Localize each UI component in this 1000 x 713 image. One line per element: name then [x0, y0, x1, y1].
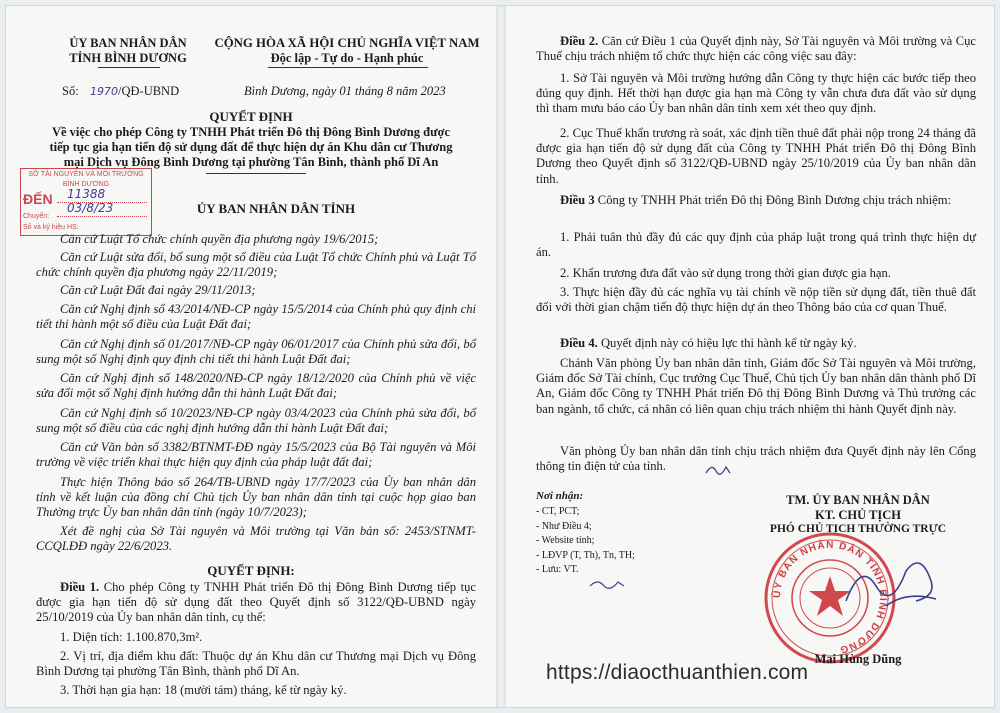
watermark-url: https://diaocthuanthien.com: [546, 661, 809, 684]
article-4-text: Quyết định này có hiệu lực thi hành kể từ ngày ký.: [600, 336, 857, 350]
article-1-item-2: 2. Vị trí, địa điểm khu đất: Thuộc dự án Khu dân cư Thương mại Dịch vụ Đông Bình Dương tại phường Tân Bình, thành phố Dĩ An.: [36, 649, 476, 679]
article-3-item-2: 2. Khẩn trương đưa đất vào sử dụng trong thời gian được gia hạn.: [560, 266, 891, 280]
issuer: ỦY BAN NHÂN DÂN TỈNH: [196, 201, 356, 216]
article-1: [36, 580, 476, 626]
signature-role: KT. CHỦ TỊCH: [814, 508, 901, 522]
recipient-item: - Như Điều 4;: [536, 520, 592, 532]
article-3: [536, 193, 976, 208]
stamp-chuyen-label: Chuyển:: [23, 213, 50, 220]
preamble-2: Căn cứ Luật sửa đổi, bổ sung một số điều của Luật Tổ chức Chính phủ và Luật Tổ chức chính quyền địa phương ngày 22/11/2019;: [36, 250, 476, 280]
stamp-luu-label: Số và ký hiệu HS:: [23, 224, 79, 231]
agency-province: TỈNH BÌNH DƯƠNG: [69, 51, 187, 65]
handwritten-signature: [836, 541, 946, 621]
preamble-8: Căn cứ Văn bản số 3382/BTNMT-ĐĐ ngày 15/5/2023 của Bộ Tài nguyên và Môi trường về việc triển khai thực hiện quy định của pháp luật đất đai;: [36, 440, 476, 470]
doc-subject-3: mại Dịch vụ Đông Bình Dương tại phường Tân Bình, thành phố Dĩ An: [63, 155, 439, 169]
preamble-3: Căn cứ Luật Đất đai ngày 29/11/2013;: [60, 283, 256, 297]
incoming-stamp: [20, 168, 152, 236]
preamble-6: Căn cứ Nghị định số 148/2020/NĐ-CP ngày 18/12/2020 của Chính phủ về việc sửa đổi một số Nghị định hướng dẫn thi hành Luật Đất đai;: [36, 371, 476, 401]
page-1: [6, 6, 496, 707]
stamp-rule-2: [57, 216, 147, 217]
article-2-item-2: 2. Cục Thuế khẩn trương rà soát, xác định tiền thuê đất phải nộp trong 24 tháng đã được gia hạn tiến độ sử dụng đất của Công ty TNHH Phát triển Đô thị Đông Bình Dương theo Quyết định số 3122/QĐ-UBND ngày 25/10/2019 của Ủy ban nhân dân tỉnh.: [536, 126, 976, 186]
doc-date: Bình Dương, ngày 01 tháng 8 năm 2023: [244, 84, 446, 98]
preamble-7: Căn cứ Nghị định số 10/2023/NĐ-CP ngày 03/4/2023 của Chính phủ sửa đổi, bổ sung một số điều của các nghị định hướng dẫn thi hành Luật Đất đai;: [36, 406, 476, 436]
page-2: [506, 6, 994, 707]
doc-number: Số: 1970/QĐ-UBND: [62, 84, 180, 98]
doc-subject-1: Về việc cho phép Công ty TNHH Phát triển Đô thị Đông Bình Dương được: [51, 125, 451, 139]
article-2-text: Căn cứ Điều 1 của Quyết định này, Sở Tài nguyên và Môi trường và Cục Thuế chịu trách nhiệm tổ chức thực hiện các công việc sau đây:: [536, 34, 977, 64]
recipient-item: - LĐVP (T, Th), Tn, TH;: [536, 549, 635, 561]
recipients-label: Nơi nhận:: [536, 490, 584, 502]
preamble-1: Căn cứ Luật Tổ chức chính quyền địa phương ngày 19/6/2015;: [60, 232, 379, 246]
recipient-item: - Website tỉnh;: [536, 535, 595, 546]
archive-scribble: [588, 576, 628, 592]
article-4: [536, 336, 976, 351]
national-motto: Độc lập - Tự do - Hạnh phúc: [270, 51, 424, 65]
article-3-item-1: 1. Phải tuân thủ đầy đủ các quy định của pháp luật trong quá trình thực hiện dự án.: [536, 230, 976, 260]
article-4-label: Điều 4.: [560, 336, 598, 350]
article-1-item-3: 3. Thời hạn gia hạn: 18 (mười tám) tháng, kể từ ngày ký.: [60, 683, 347, 697]
agency-underline: [98, 67, 160, 68]
closing-paragraph-1: Chánh Văn phòng Ủy ban nhân dân tỉnh, Giám đốc Sở Tài nguyên và Môi trường, Giám đốc Sở Tài chính, Cục trưởng Cục Thuế, Chủ tịch Ủy ban nhân dân thành phố Dĩ An, Giám đốc Công ty TNHH Phát triển Đô thị Đông Bình Dương và Thủ trưởng các ban ngành, tổ chức, cá nhân có liên quan chịu trách nhiệm thi hành Quyết định này.: [536, 356, 976, 416]
signature-deputy: PHÓ CHỦ TỊCH THƯỜNG TRỰC: [769, 523, 947, 535]
doc-kind: QUYẾT ĐỊNH: [209, 109, 293, 124]
page-gutter: [496, 6, 506, 707]
stamp-number: 11388: [67, 187, 106, 201]
national-title: CỘNG HÒA XÃ HỘI CHỦ NGHĨA VIỆT NAM: [214, 36, 480, 50]
doc-subject-2: tiếp tục gia hạn tiến độ sử dụng đất để thực hiện dự án Khu dân cư Thương: [49, 140, 453, 154]
initial-scribble: [704, 461, 734, 477]
recipient-item: - CT, PCT;: [536, 506, 580, 517]
subject-underline: [206, 173, 306, 174]
stamp-date: 03/8/23: [67, 201, 114, 215]
signer-name: Mai Hùng Dũng: [814, 652, 902, 666]
article-1-item-1: 1. Diện tích: 1.100.870,3m².: [60, 630, 203, 644]
agency-name: ỦY BAN NHÂN DÂN: [69, 36, 187, 50]
stamp-org-1: SỞ TÀI NGUYÊN VÀ MÔI TRƯỜNG: [28, 171, 144, 178]
motto-underline: [268, 67, 428, 68]
article-2-item-1: 1. Sở Tài nguyên và Môi trường hướng dẫn Công ty thực hiện các bước tiếp theo đúng quy định. Hết thời hạn được gia hạn mà Công ty vẫn chưa đưa đất vào sử dụng thì tham mưu báo cáo Ủy ban nhân dân tỉnh xem xét theo quy định.: [536, 71, 976, 116]
article-3-label: Điều 3: [560, 193, 595, 207]
article-2: [536, 34, 976, 64]
decision-heading: QUYẾT ĐỊNH:: [207, 563, 295, 578]
article-3-item-3: 3. Thực hiện đầy đủ các nghĩa vụ tài chính về nộp tiền sử dụng đất, tiền thuê đất đối với thời gian chậm tiến độ thực hiện dự án theo Thông báo của cơ quan Thuế.: [536, 285, 976, 315]
closing-paragraph-2: Văn phòng Ủy ban nhân dân tỉnh chịu trách nhiệm đưa Quyết định này lên Cổng thông tin điện tử của tỉnh.: [536, 444, 976, 474]
article-1-text: Cho phép Công ty TNHH Phát triển Đô thị Đông Bình Dương tiếp tục được gia hạn tiến độ sử dụng đất theo Quyết định số 3122/QĐ-UBND ngày 25/10/2019 của Ủy ban nhân dân tỉnh, cụ thể:: [36, 580, 476, 625]
stamp-den-label: ĐẾN: [23, 191, 53, 207]
preamble-9: Thực hiện Thông báo số 264/TB-UBND ngày 17/7/2023 của Ủy ban nhân dân tỉnh về kết luận của đồng chí Chủ tịch Ủy ban nhân dân tỉnh tại cuộc họp giao ban Thường trực Ủy ban nhân dân tỉnh (ngày 10/7/2023);: [36, 475, 476, 520]
article-1-label: Điều 1.: [60, 580, 100, 594]
signature-org: TM. ỦY BAN NHÂN DÂN: [786, 493, 930, 507]
seal-ring-text: ỦY BAN NHÂN DÂN TỈNH BÌNH DƯƠNG: [771, 539, 889, 656]
recipient-item: - Lưu: VT.: [536, 564, 579, 575]
article-2-label: Điều 2.: [560, 34, 599, 48]
stamp-org-2: BÌNH DƯƠNG: [62, 181, 110, 188]
article-3-text: Công ty TNHH Phát triển Đô thị Đông Bình Dương chịu trách nhiệm:: [597, 193, 952, 207]
doc-number-handwritten: 1970: [90, 85, 118, 98]
recipients-list: [536, 505, 635, 578]
preamble-5: Căn cứ Nghị định số 01/2017/NĐ-CP ngày 06/01/2017 của Chính phủ sửa đổi, bổ sung một số Nghị định quy định chi tiết thi hành Luật Đất đai;: [36, 337, 476, 367]
preamble-4: Căn cứ Nghị định số 43/2014/NĐ-CP ngày 15/5/2014 của Chính phủ quy định chi tiết thi hành một số điều của Luật Đất đai;: [36, 302, 476, 332]
preamble-10: Xét đề nghị của Sở Tài nguyên và Môi trường tại Văn bản số: 2453/STNMT-CCQLĐĐ ngày 22/6/2023.: [36, 524, 476, 554]
